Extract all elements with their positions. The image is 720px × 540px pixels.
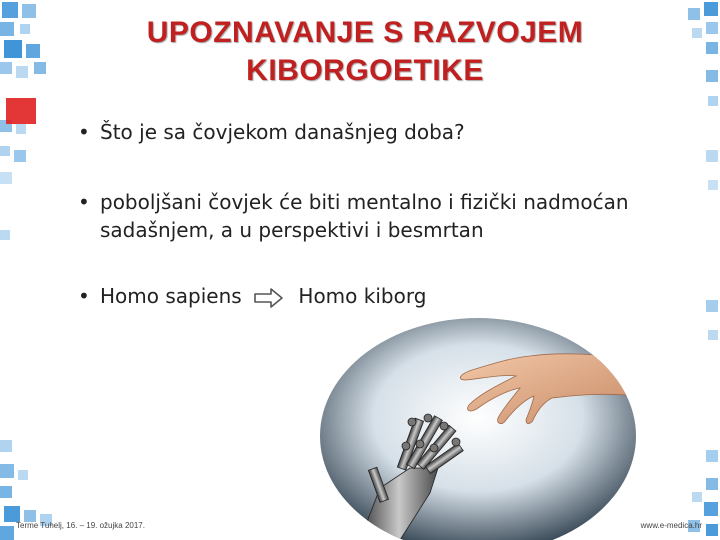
title-line-1: UPOZNAVANJE S RAZVOJEM xyxy=(146,16,584,49)
slide-title xyxy=(120,14,610,90)
bullet-item xyxy=(78,282,678,310)
title-line-2: KIBORGOETIKE xyxy=(246,54,484,87)
footer-website-text: www.e-medica.hr xyxy=(640,521,702,530)
bullet-dot: • xyxy=(78,120,90,144)
bullet-item xyxy=(78,118,465,146)
robot-and-human-hand-image xyxy=(320,318,636,540)
bullet-dot: • xyxy=(78,190,90,214)
right-arrow-icon xyxy=(254,287,284,309)
bullet-text: poboljšani čovjek će biti mentalno i fizički nadmoćan sadašnjem, a u perspektivi i besmrtan xyxy=(100,190,629,242)
red-square xyxy=(6,98,36,124)
bullet-dot: • xyxy=(78,284,90,308)
homo-kiborg-label: Homo kiborg xyxy=(298,284,427,308)
bullet-item xyxy=(78,188,678,244)
homo-sapiens-label: Homo sapiens xyxy=(100,284,242,308)
bullet-text: Što je sa čovjekom današnjeg doba? xyxy=(100,120,465,144)
footer-event-text: Terme Tuhelj, 16. – 19. ožujka 2017. xyxy=(16,521,145,530)
bullet-text-homo xyxy=(100,282,678,310)
